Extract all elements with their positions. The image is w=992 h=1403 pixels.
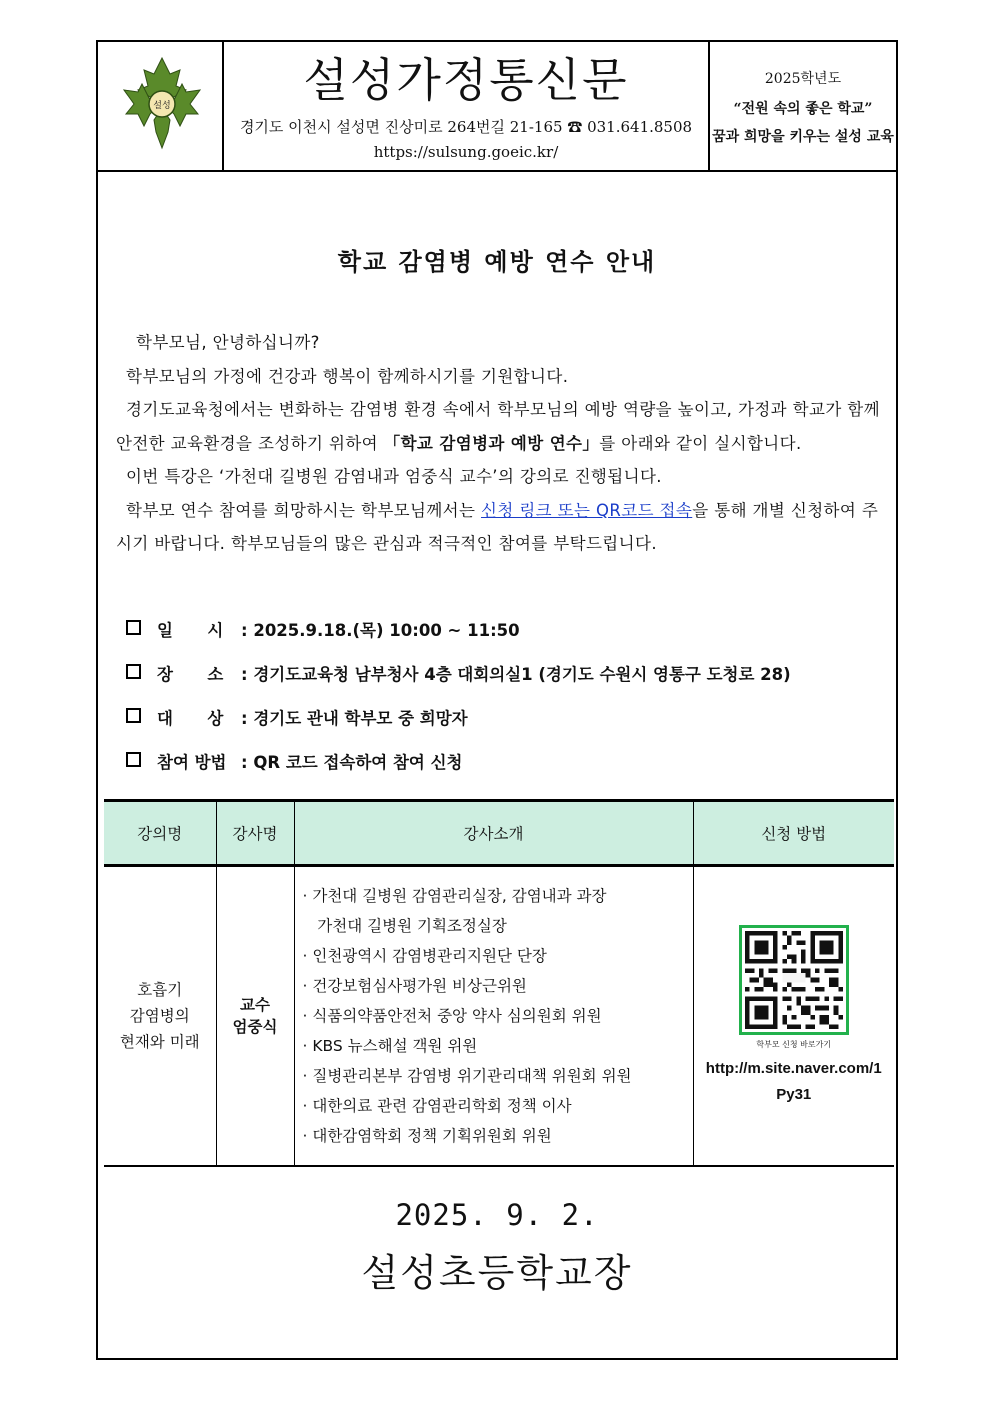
info-row-date [126,618,791,662]
document-body [116,326,886,561]
lecture-name-line: 현재와 미래 [119,1033,200,1051]
paragraph-2-end: 를 아래와 같이 실시합니다. [599,433,802,453]
issue-date: 2025. 9. 2. [395,1198,599,1232]
teacher-cell [216,866,294,1167]
qr-caption: 학부모 신청 바로가기 [756,1039,832,1049]
list-item: · KBS 뉴스해설 객원 위원 [302,1037,478,1055]
newsletter-header [98,42,896,172]
list-item: · 가천대 길병원 감염관리실장, 감염내과 과장 [302,887,607,905]
slogan-line-2: 꿈과 희망을 키우는 설성 교육 [712,129,894,145]
school-emblem-icon [120,56,204,152]
event-info-list [126,618,791,794]
paragraph-4 [116,494,886,561]
paragraph-3: 이번 특강은 ‘가천대 길병원 감염내과 엄중식 교수’의 강의로 진행됩니다. [126,467,662,486]
signup-method-cell [693,866,894,1167]
greeting: 학부모님, 안녕하십니까? [136,333,320,352]
signup-link[interactable]: 신청 링크 또는 QR코드 접속 [481,500,693,520]
list-item: · 대한의료 관련 감염관리학회 정책 이사 [302,1097,572,1115]
checkbox-icon [126,620,141,635]
checkbox-icon [126,708,141,723]
column-header: 강의명 [104,801,216,866]
signup-url-line: http://m.site.naver.com/1 [705,1059,882,1077]
info-label: 참여 방법 [157,753,227,772]
paragraph-2 [116,393,886,460]
info-label: 장 소 [157,665,224,684]
school-year: 2025학년도 [764,71,842,87]
list-item: · 식품의약품안전처 중앙 약사 심의원회 위원 [302,1007,602,1025]
school-website[interactable]: https://sulsung.goeic.kr/ [373,143,559,161]
slogan-line-1: “전원 속의 좋은 학교” [733,101,873,117]
document-frame [96,40,898,1360]
signer: 설성초등학교장 [361,1251,633,1295]
column-header: 강사명 [216,801,294,866]
list-item: · 질병관리본부 감염병 위기관리대책 위원회 위원 [302,1067,632,1085]
column-header: 신청 방법 [693,801,894,866]
signup-url[interactable] [695,1056,894,1108]
signup-url-line: Py31 [776,1085,812,1103]
lecture-name-cell [104,866,216,1167]
qr-code[interactable] [739,925,849,1035]
info-value: : 경기도교육청 남부청사 4층 대회의실1 (경기도 수원시 영통구 도청로 28) [241,665,791,684]
info-label: 대 상 [157,709,224,728]
paragraph-4-end: 을 통해 개별 신청하여 주시기 바랍니다. 학부모님들의 많은 관심과 적극적인 참여를 부탁드립니다. [116,500,879,553]
teacher-intro-cell [294,866,693,1167]
slogan-cell [710,42,896,170]
paragraph-2-text: 경기도교육청에서는 변화하는 감염병 환경 속에서 학부모님의 예방 역량을 높이고, 가정과 학교가 함께 안전한 교육환경을 조성하기 위하여 [116,400,880,453]
emblem-text: 설성 [153,101,171,111]
paragraph-1: 학부모님의 가정에 건강과 행복이 함께하시기를 기원합니다. [126,366,569,386]
table-header-row [104,801,894,866]
checkbox-icon [126,752,141,767]
list-item: · 건강보험심사평가원 비상근위원 [302,977,527,995]
info-value: : 2025.9.18.(목) 10:00 ~ 11:50 [241,621,520,640]
info-value: : 경기도 관내 학부모 중 희망자 [241,709,468,728]
list-item: · 인천광역시 감염병관리지원단 단장 [302,947,547,965]
school-address: 경기도 이천시 설성면 진상미로 264번길 21-165 ☎ 031.641.8508 [239,118,693,136]
info-value: : QR 코드 접속하여 참여 신청 [241,753,463,772]
info-row-target [126,706,791,750]
list-item: 가천대 길병원 기획조정실장 [302,917,507,935]
title-cell [224,42,710,170]
info-row-place [126,662,791,706]
teacher-title: 교수 [240,996,270,1014]
qr-code-icon [745,931,843,1029]
school-logo-cell [98,42,224,170]
paragraph-4-text: 학부모 연수 참여를 희망하시는 학부모님께서는 [126,500,482,520]
training-name: 「학교 감염병과 예방 연수」 [383,433,600,453]
info-label: 일 시 [157,621,224,640]
newsletter-title: 설성가정통신문 [303,53,629,107]
list-item: · 대한감염학회 정책 기획위원회 위원 [302,1127,552,1145]
column-header: 강사소개 [294,801,693,866]
checkbox-icon [126,664,141,679]
document-title: 학교 감염병 예방 연수 안내 [337,248,657,276]
lecture-name-line: 감염병의 [129,1007,190,1025]
teacher-name: 엄중식 [232,1018,278,1036]
lecture-name-line: 호흡기 [137,981,183,999]
lecture-table [104,799,894,1167]
table-row [104,866,894,1167]
info-row-method [126,750,791,794]
